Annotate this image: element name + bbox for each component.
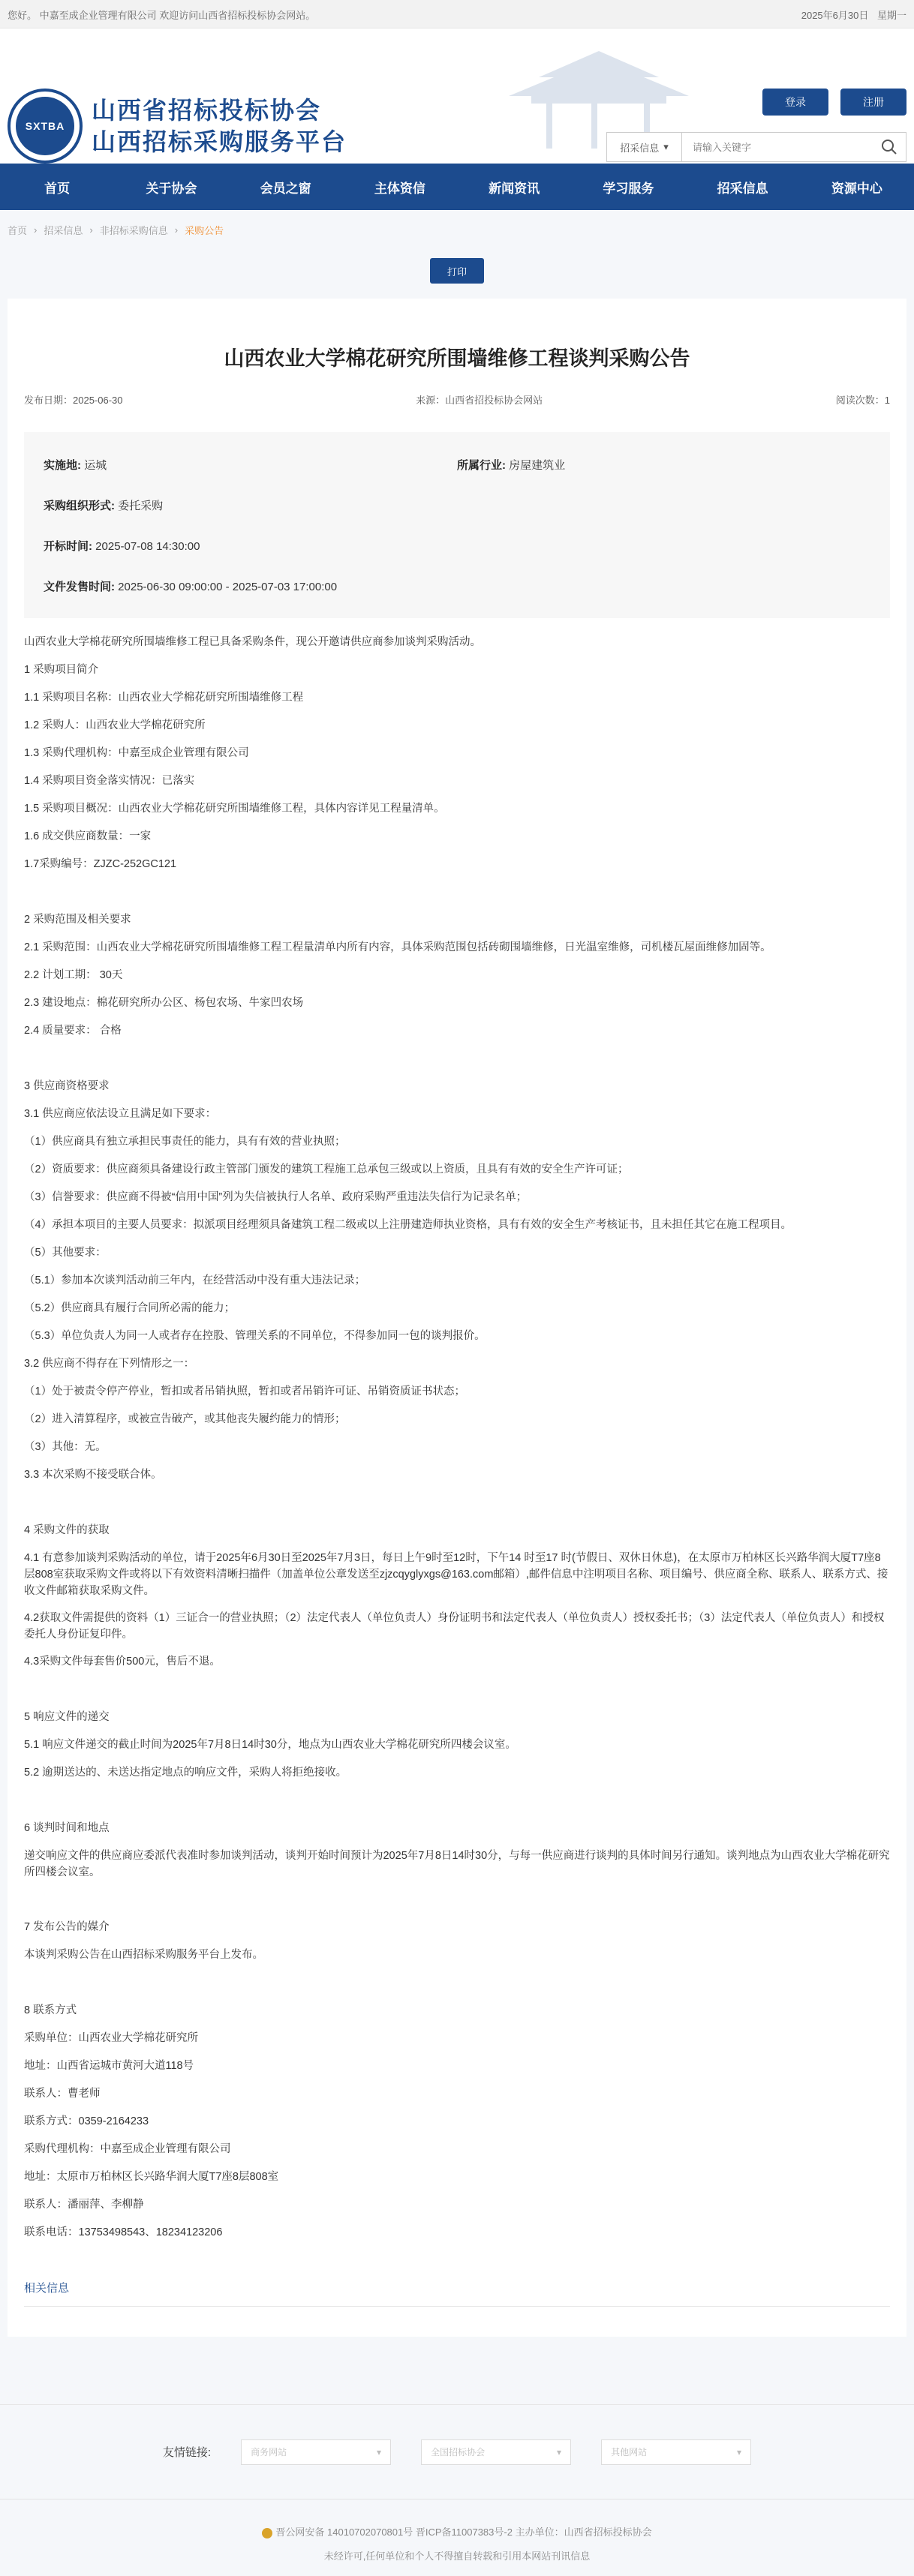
site-header [0, 29, 914, 164]
article-paragraph: 2 采购范围及相关要求 [24, 914, 131, 926]
friend-links [0, 2404, 914, 2499]
publish-date: 发布日期：2025-06-30 [24, 395, 123, 406]
date-display [795, 8, 906, 22]
article-paragraph: 4.1 有意参加谈判采购活动的单位，请于2025年6月30日至2025年7月3日，每日上午9时至12时，下午14 时至17 时(节假日、双休日休息)，在太原市万柏林区长兴路华润大厦T7座8层808室获取采购文件或将以下有效资料清晰扫描件（加盖单位公章发送至zjzcqyglyxgs@163.com邮箱）,邮件信息中注明项目名称、项目编号、供应商全称、联系人、联系方式、接收文件邮箱获取采购文件。 [24, 1552, 888, 1597]
article-paragraph: （1）处于被责令停产停业，暂扣或者吊销执照，暂扣或者吊销许可证、吊销资质证书状态； [24, 1386, 466, 1398]
article-paragraph: 联系人：曹老师 [24, 2088, 101, 2100]
friend-link-select-text: 全国招标协会 [431, 2447, 486, 2457]
search-bar [606, 132, 906, 162]
article-paragraph: 1 采购项目简介 [24, 664, 99, 676]
article-paragraph [24, 1045, 890, 1073]
article-paragraph: （4）承担本项目的主要人员要求：拟派项目经理须具备建筑工程二级或以上注册建造师执业资格，具有有效的安全生产考核证书，且未担任其它在施工程项目。 [24, 1219, 792, 1231]
nav-news[interactable]: 新闻资讯 [489, 181, 540, 196]
icp-line [0, 2520, 914, 2544]
nav-home[interactable]: 首页 [44, 181, 71, 196]
breadcrumb-procurement[interactable]: 招采信息 [44, 224, 83, 236]
related-info-heading[interactable]: 相关信息 [24, 2280, 890, 2307]
login-button[interactable]: 登录 [762, 89, 828, 116]
article-paragraph: 3.3 本次采购不接受联合体。 [24, 1469, 162, 1481]
article-paragraph: 3.1 供应商应依法设立且满足如下要求： [24, 1108, 217, 1120]
article-paragraph: 地址：太原市万柏林区长兴路华润大厦T7座8层808室 [24, 2171, 279, 2183]
article-paragraph: 采购代理机构：中嘉至成企业管理有限公司 [24, 2143, 231, 2155]
breadcrumb-home[interactable]: 首页 [8, 224, 28, 236]
article-paragraph: 联系电话：13753498543、18234123206 [24, 2226, 223, 2238]
main-nav [0, 164, 914, 210]
article-paragraph: 联系方式：0359-2164233 [24, 2115, 149, 2127]
open-time-value: 2025-07-08 14:30:00 [95, 539, 200, 553]
date-text: 2025年6月30日 [801, 9, 869, 21]
logo-line2: 山西招标采购服务平台 [92, 128, 347, 155]
doc-time-label: 文件发售时间: [44, 580, 115, 593]
article-body [24, 629, 890, 2247]
article-paragraph: （2）进入清算程序，或被宣告破产，或其他丧失履约能力的情形； [24, 1413, 346, 1425]
breadcrumb [0, 210, 914, 249]
welcome-text: 您好。 中嘉至成企业管理有限公司 欢迎访问山西省招标投标协会网站。 [8, 9, 316, 21]
logo-text [92, 95, 347, 158]
auth-buttons [762, 89, 906, 116]
logo-line1: 山西省招标投标协会 [92, 97, 322, 124]
print-button[interactable]: 打印 [430, 258, 484, 284]
article-title: 山西农业大学棉花研究所围墙维修工程谈判采购公告 [224, 347, 690, 370]
info-box [24, 432, 890, 618]
article-paragraph: 4.2获取文件需提供的资料（1）三证合一的营业执照；（2）法定代表人（单位负责人）身份证明书和法定代表人（单位负责人）授权委托书；（3）法定代表人（单位负责人）和授权委托人身份证复印件。 [24, 1612, 885, 1641]
article-paragraph: 5.2 逾期送达的、未送达指定地点的响应文件，采购人将拒绝接收。 [24, 1767, 347, 1779]
site-footer [0, 2499, 914, 2576]
article-paragraph: 2.2 计划工期： 30天 [24, 969, 123, 981]
chevron-right-icon: › [34, 224, 38, 236]
search-category-select[interactable] [607, 133, 682, 161]
article-paragraph [24, 878, 890, 906]
top-bar [0, 0, 914, 29]
nav-resources[interactable]: 资源中心 [831, 181, 882, 196]
org-form-value: 委托采购 [118, 499, 164, 512]
search-category-label: 招采信息 [620, 142, 660, 154]
article-paragraph: 本谈判采购公告在山西招标采购服务平台上发布。 [24, 1949, 263, 1961]
article-paragraph: 3.2 供应商不得存在下列情形之一： [24, 1358, 195, 1370]
article-paragraph: 6 谈判时间和地点 [24, 1822, 110, 1834]
article-paragraph: 1.2 采购人：山西农业大学棉花研究所 [24, 719, 206, 731]
article-paragraph: 4 采购文件的获取 [24, 1524, 110, 1536]
nav-procurement[interactable]: 招采信息 [717, 181, 768, 196]
article-paragraph: 联系人：潘丽萍、李柳静 [24, 2199, 144, 2211]
article-paragraph: 地址：山西省运城市黄河大道118号 [24, 2060, 194, 2072]
info-row [44, 444, 870, 485]
open-time-label: 开标时间: [44, 539, 92, 553]
article-paragraph: 5.1 响应文件递交的截止时间为2025年7月8日14时30分，地点为山西农业大学棉花研究所四楼会议室。 [24, 1739, 516, 1751]
article-paragraph [24, 1489, 890, 1517]
location-field [44, 457, 457, 473]
article-paragraph: 8 联系方式 [24, 2004, 77, 2016]
print-row [0, 258, 914, 284]
article-paragraph [24, 1969, 890, 1997]
chevron-down-icon: ▾ [377, 2446, 382, 2457]
article-paragraph: （5.3）单位负责人为同一人或者存在控股、管理关系的不同单位，不得参加同一包的谈判报价。 [24, 1330, 486, 1342]
logo-emblem [8, 89, 83, 164]
article-paragraph: 2.3 建设地点：棉花研究所办公区、杨包农场、牛家凹农场 [24, 997, 304, 1009]
chevron-right-icon: › [174, 224, 179, 236]
info-row [44, 485, 870, 525]
site-logo[interactable] [8, 89, 347, 164]
article-meta [24, 392, 890, 417]
article-paragraph: 3 供应商资格要求 [24, 1080, 110, 1092]
article-paragraph [24, 1787, 890, 1815]
article-paragraph: 1.3 采购代理机构：中嘉至成企业管理有限公司 [24, 747, 249, 759]
article-card [8, 299, 906, 2337]
nav-members[interactable]: 会员之窗 [260, 181, 311, 196]
chevron-right-icon: › [89, 224, 93, 236]
nav-about[interactable]: 关于协会 [146, 181, 197, 196]
article-paragraph: （5.2）供应商具有履行合同所必需的能力； [24, 1302, 236, 1314]
nav-learning[interactable]: 学习服务 [603, 181, 654, 196]
doc-time-field [44, 578, 870, 594]
nav-credit[interactable]: 主体资信 [374, 181, 425, 196]
industry-label: 所属行业: [457, 458, 506, 472]
weekday-text: 星期一 [876, 9, 906, 21]
icp-text: 晋公网安备 14010702070801号 晋ICP备11007383号-2 主办单位：山西省招标投标协会 [275, 2526, 652, 2538]
logo-abbr: SXTBA [16, 97, 74, 155]
article-paragraph: 4.3采购文件每套售价500元，售后不退。 [24, 1656, 221, 1668]
chevron-down-icon: ▾ [663, 141, 669, 152]
article-paragraph: （3）信誉要求：供应商不得被“信用中国”列为失信被执行人名单、政府采购严重违法失信行为记录名单； [24, 1191, 528, 1203]
breadcrumb-current: 采购公告 [185, 224, 224, 236]
search-input[interactable] [682, 133, 873, 161]
doc-time-value: 2025-06-30 09:00:00 - 2025-07-03 17:00:00 [118, 580, 338, 593]
location-label: 实施地: [44, 458, 81, 472]
industry-field [457, 457, 870, 473]
article-paragraph [24, 1886, 890, 1914]
article-paragraph: 7 发布公告的媒介 [24, 1921, 110, 1933]
article-paragraph: 递交响应文件的供应商应委派代表准时参加谈判活动，谈判开始时间预计为2025年7月8日14时30分，与每一供应商进行谈判的具体时间另行通知。谈判地点为山西农业大学棉花研究所四楼会议室。 [24, 1850, 890, 1878]
article-paragraph [24, 1676, 890, 1704]
article-paragraph: （5）其他要求： [24, 1247, 107, 1259]
breadcrumb-non-tender[interactable]: 非招标采购信息 [99, 224, 168, 236]
copyright-text: 未经许可,任何单位和个人不得擅自转载和引用本网站刊讯信息 [323, 2550, 591, 2562]
search-icon [880, 138, 898, 156]
article-paragraph: 山西农业大学棉花研究所围墙维修工程已具备采购条件，现公开邀请供应商参加谈判采购活动。 [24, 636, 481, 648]
article-paragraph: （2）资质要求：供应商须具备建设行政主管部门颁发的建筑工程施工总承包三级或以上资质，且具有有效的安全生产许可证； [24, 1163, 629, 1175]
article-paragraph: 1.7采购编号：ZJZC-252GC121 [24, 858, 177, 870]
friend-link-select-3[interactable] [601, 2439, 751, 2465]
search-button[interactable] [873, 133, 906, 161]
article-paragraph: （5.1）参加本次谈判活动前三年内，在经营活动中没有重大违法记录； [24, 1274, 366, 1286]
article-paragraph: 5 响应文件的递交 [24, 1711, 110, 1723]
chevron-down-icon: ▾ [737, 2446, 742, 2457]
info-row [44, 525, 870, 566]
friend-link-select-text: 商务网站 [251, 2447, 287, 2457]
open-time-field [44, 538, 870, 554]
org-form-field [44, 497, 870, 513]
article-paragraph: （3）其他：无。 [24, 1441, 107, 1453]
article-paragraph: 采购单位：山西农业大学棉花研究所 [24, 2032, 198, 2044]
friend-link-select-2[interactable] [421, 2439, 571, 2465]
police-badge-icon [262, 2528, 272, 2538]
friend-links-label: 友情链接: [162, 2446, 212, 2459]
friend-link-select-1[interactable] [241, 2439, 391, 2465]
article-paragraph: （1）供应商具有独立承担民事责任的能力，具有有效的营业执照； [24, 1136, 346, 1148]
article-paragraph: 1.4 采购项目资金落实情况：已落实 [24, 775, 195, 787]
info-row [44, 566, 870, 606]
chevron-down-icon: ▾ [557, 2446, 562, 2457]
article-paragraph: 1.1 采购项目名称：山西农业大学棉花研究所围墙维修工程 [24, 692, 304, 704]
view-count: 阅读次数：1 [835, 395, 890, 406]
location-value: 运城 [84, 458, 107, 472]
industry-value: 房屋建筑业 [509, 458, 566, 472]
friend-link-select-text: 其他网站 [611, 2447, 648, 2457]
article-paragraph: 2.4 质量要求： 合格 [24, 1025, 122, 1037]
org-form-label: 采购组织形式: [44, 499, 115, 512]
article-paragraph: 1.6 成交供应商数量：一家 [24, 830, 152, 842]
register-button[interactable]: 注册 [840, 89, 906, 116]
article-paragraph: 1.5 采购项目概况：山西农业大学棉花研究所围墙维修工程，具体内容详见工程量清单。 [24, 803, 445, 815]
article-source: 来源：山西省招投标协会网站 [416, 395, 543, 406]
article-paragraph: 2.1 采购范围：山西农业大学棉花研究所围墙维修工程工程量清单内所有内容，具体采购范围包括砖砌围墙维修，日光温室维修，司机楼瓦屋面维修加固等。 [24, 941, 771, 953]
